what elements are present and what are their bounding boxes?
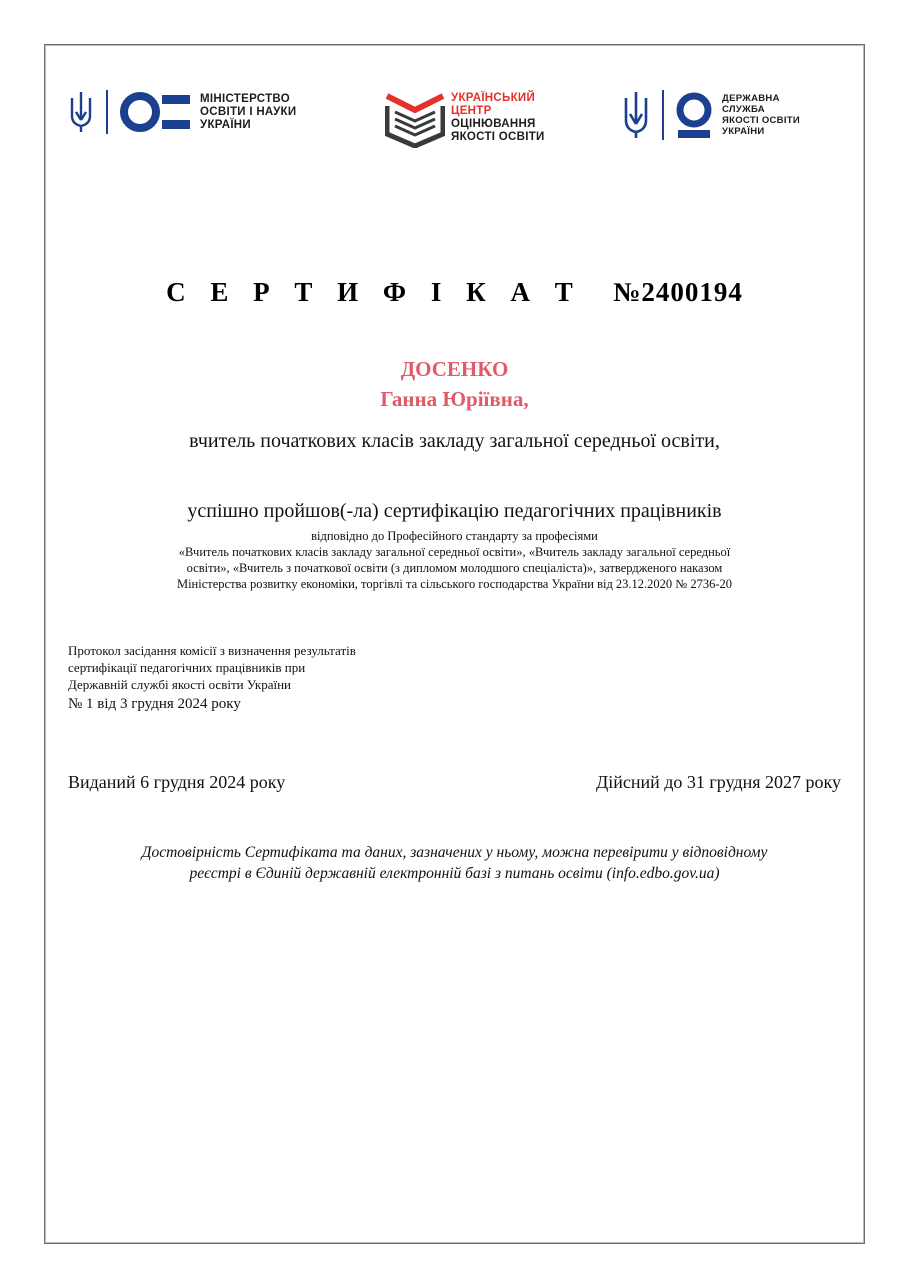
protocol-number: № 1 від 3 грудня 2024 року: [68, 696, 241, 712]
sqe-line2: СЛУЖБА: [722, 104, 765, 115]
ucoz-line4: ЯКОСТІ ОСВІТИ: [451, 131, 545, 143]
verification-line-2: реєстрі в Єдиній державній електронній базі з питань освіти (info.edbo.gov.ua): [189, 865, 720, 882]
issued-date: Виданий 6 грудня 2024 року: [68, 772, 286, 792]
ucoz-line2: ЦЕНТР: [451, 105, 492, 117]
standard-line-1: відповідно до Професійного стандарту за професіями: [311, 529, 598, 543]
verification-note: [70, 842, 839, 884]
sqe-line3: ЯКОСТІ ОСВІТИ: [722, 115, 801, 126]
certificate-title: [0, 277, 909, 308]
divider: [662, 90, 664, 140]
standard-line-3: освіти», «Вчитель з початкової освіти (з дипломом молодшого спеціаліста)», затвердженого наказом: [186, 561, 723, 575]
ucoz-line3: ОЦІНЮВАННЯ: [451, 118, 536, 130]
sqe-logo: [620, 90, 800, 140]
sqe-line4: УКРАЇНИ: [722, 126, 765, 137]
protocol-line-2: сертифікації педагогічних працівників при: [68, 660, 306, 675]
protocol-line-3: Державній службі якості освіти України: [68, 677, 292, 692]
valid-until-date: Дійсний до 31 грудня 2027 року: [595, 772, 841, 792]
standard-line-2: «Вчитель початкових класів закладу загальної середньої освіти», «Вчитель закладу загальної середньої: [178, 545, 731, 559]
certificate-number: №2400194: [613, 277, 743, 307]
ministry-line1: МІНІСТЕРСТВО: [200, 92, 290, 105]
ucoz-logo-text: [451, 92, 545, 144]
holder-last-name: ДОСЕНКО: [400, 357, 509, 381]
ministry-logo-text: [200, 93, 296, 132]
ministry-emblem-icon: [118, 90, 192, 134]
ucoz-book-icon: [385, 88, 445, 148]
sqe-logo-text: [722, 93, 800, 137]
standard-line-4: Міністерства розвитку економіки, торгівлі та сільського господарства України від 23.12.2020 № 2736-20: [176, 577, 733, 591]
holder-first-names: Ганна Юріївна,: [380, 387, 529, 411]
trident-icon: [620, 90, 652, 140]
protocol-line-1: Протокол засідання комісії з визначення результатів: [68, 643, 356, 658]
protocol-block: [68, 642, 488, 714]
divider: [106, 90, 108, 134]
sqe-emblem-icon: [674, 90, 714, 140]
sqe-line1: ДЕРЖАВНА: [722, 93, 780, 104]
ministry-line2: ОСВІТИ І НАУКИ: [200, 105, 297, 118]
ucoz-line1: УКРАЇНСЬКИЙ: [451, 92, 536, 104]
certification-statement: успішно пройшов(-ла) сертифікацію педагогічних працівників: [187, 500, 722, 522]
ucoz-logo: [385, 88, 545, 148]
holder-position: вчитель початкових класів закладу загальної середньої освіти,: [189, 430, 720, 452]
certificate-title-word: С Е Р Т И Ф І К А Т: [166, 277, 582, 307]
professional-standard-text: [100, 528, 809, 592]
trident-icon: [66, 90, 96, 134]
header-logos: [0, 0, 909, 160]
verification-line-1: Достовірність Сертифіката та даних, зазначених у ньому, можна перевірити у відповідному: [141, 844, 768, 861]
ministry-logo: [66, 90, 296, 134]
ministry-line3: УКРАЇНИ: [200, 118, 251, 131]
